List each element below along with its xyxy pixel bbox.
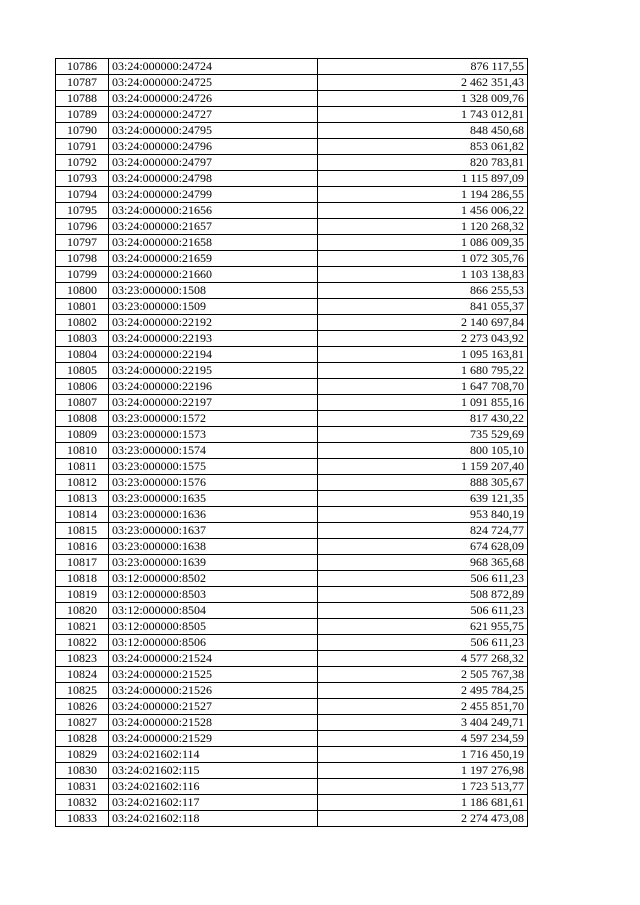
cadastral-number-cell: 03:23:000000:1576 <box>109 475 318 491</box>
row-number-cell: 10793 <box>56 171 109 187</box>
table-row <box>56 187 528 203</box>
cadastral-value-cell: 1 743 012,81 <box>318 107 528 123</box>
table-row <box>56 491 528 507</box>
row-number-cell: 10821 <box>56 619 109 635</box>
cadastral-number-cell: 03:23:000000:1638 <box>109 539 318 555</box>
cadastral-number-cell: 03:23:000000:1637 <box>109 523 318 539</box>
cadastral-number-cell: 03:24:000000:24725 <box>109 75 318 91</box>
row-number-cell: 10801 <box>56 299 109 315</box>
row-number-cell: 10810 <box>56 443 109 459</box>
row-number-cell: 10803 <box>56 331 109 347</box>
cadastral-value-cell: 1 647 708,70 <box>318 379 528 395</box>
table-row <box>56 267 528 283</box>
cadastral-value-cell: 888 305,67 <box>318 475 528 491</box>
cadastral-value-cell: 1 091 855,16 <box>318 395 528 411</box>
cadastral-value-cell: 817 430,22 <box>318 411 528 427</box>
row-number-cell: 10809 <box>56 427 109 443</box>
table-row <box>56 699 528 715</box>
cadastral-value-cell: 953 840,19 <box>318 507 528 523</box>
cadastral-number-cell: 03:24:000000:21660 <box>109 267 318 283</box>
cadastral-value-cell: 1 723 513,77 <box>318 779 528 795</box>
cadastral-number-cell: 03:24:000000:22193 <box>109 331 318 347</box>
table-row <box>56 107 528 123</box>
cadastral-value-cell: 853 061,82 <box>318 139 528 155</box>
cadastral-number-cell: 03:23:000000:1509 <box>109 299 318 315</box>
table-row <box>56 59 528 75</box>
table-row <box>56 443 528 459</box>
row-number-cell: 10814 <box>56 507 109 523</box>
cadastral-value-cell: 508 872,89 <box>318 587 528 603</box>
cadastral-number-cell: 03:24:000000:21658 <box>109 235 318 251</box>
cadastral-value-cell: 2 140 697,84 <box>318 315 528 331</box>
row-number-cell: 10800 <box>56 283 109 299</box>
cadastral-number-cell: 03:24:000000:24796 <box>109 139 318 155</box>
table-row <box>56 395 528 411</box>
cadastral-number-cell: 03:24:000000:24726 <box>109 91 318 107</box>
cadastral-value-cell: 2 505 767,38 <box>318 667 528 683</box>
cadastral-number-cell: 03:24:000000:21657 <box>109 219 318 235</box>
table-row <box>56 411 528 427</box>
cadastral-value-cell: 866 255,53 <box>318 283 528 299</box>
row-number-cell: 10790 <box>56 123 109 139</box>
table-row <box>56 587 528 603</box>
cadastral-value-cell: 1 072 305,76 <box>318 251 528 267</box>
table-row <box>56 507 528 523</box>
cadastral-number-cell: 03:23:000000:1574 <box>109 443 318 459</box>
row-number-cell: 10797 <box>56 235 109 251</box>
table-row <box>56 139 528 155</box>
row-number-cell: 10832 <box>56 795 109 811</box>
cadastral-number-cell: 03:24:021602:118 <box>109 811 318 827</box>
cadastral-value-cell: 848 450,68 <box>318 123 528 139</box>
cadastral-number-cell: 03:12:000000:8504 <box>109 603 318 619</box>
table-body <box>56 59 528 827</box>
cadastral-value-cell: 674 628,09 <box>318 539 528 555</box>
table-row <box>56 235 528 251</box>
table-row <box>56 811 528 827</box>
row-number-cell: 10804 <box>56 347 109 363</box>
row-number-cell: 10833 <box>56 811 109 827</box>
cadastral-value-cell: 1 120 268,32 <box>318 219 528 235</box>
cadastral-value-cell: 506 611,23 <box>318 571 528 587</box>
row-number-cell: 10802 <box>56 315 109 331</box>
table-row <box>56 283 528 299</box>
row-number-cell: 10827 <box>56 715 109 731</box>
cadastral-value-cell: 2 455 851,70 <box>318 699 528 715</box>
table-row <box>56 747 528 763</box>
row-number-cell: 10788 <box>56 91 109 107</box>
cadastral-value-cell: 841 055,37 <box>318 299 528 315</box>
cadastral-value-cell: 800 105,10 <box>318 443 528 459</box>
cadastral-number-cell: 03:24:000000:24797 <box>109 155 318 171</box>
row-number-cell: 10806 <box>56 379 109 395</box>
cadastral-value-cell: 1 159 207,40 <box>318 459 528 475</box>
row-number-cell: 10807 <box>56 395 109 411</box>
row-number-cell: 10813 <box>56 491 109 507</box>
cadastral-value-cell: 621 955,75 <box>318 619 528 635</box>
table-row <box>56 715 528 731</box>
row-number-cell: 10792 <box>56 155 109 171</box>
table-row <box>56 219 528 235</box>
cadastral-number-cell: 03:12:000000:8506 <box>109 635 318 651</box>
cadastral-value-cell: 968 365,68 <box>318 555 528 571</box>
cadastral-number-cell: 03:24:000000:24727 <box>109 107 318 123</box>
table-row <box>56 363 528 379</box>
row-number-cell: 10808 <box>56 411 109 427</box>
table-row <box>56 203 528 219</box>
row-number-cell: 10820 <box>56 603 109 619</box>
row-number-cell: 10805 <box>56 363 109 379</box>
cadastral-number-cell: 03:12:000000:8505 <box>109 619 318 635</box>
cadastral-number-cell: 03:24:000000:22194 <box>109 347 318 363</box>
cadastral-number-cell: 03:23:000000:1636 <box>109 507 318 523</box>
row-number-cell: 10794 <box>56 187 109 203</box>
cadastral-number-cell: 03:24:000000:21659 <box>109 251 318 267</box>
cadastral-number-cell: 03:24:000000:21524 <box>109 651 318 667</box>
table-row <box>56 155 528 171</box>
cadastral-number-cell: 03:24:021602:114 <box>109 747 318 763</box>
cadastral-value-cell: 1 095 163,81 <box>318 347 528 363</box>
row-number-cell: 10815 <box>56 523 109 539</box>
cadastral-value-cell: 824 724,77 <box>318 523 528 539</box>
cadastral-number-cell: 03:23:000000:1572 <box>109 411 318 427</box>
cadastral-value-cell: 876 117,55 <box>318 59 528 75</box>
cadastral-value-cell: 1 086 009,35 <box>318 235 528 251</box>
table-row <box>56 251 528 267</box>
cadastral-number-cell: 03:24:000000:24799 <box>109 187 318 203</box>
table-row <box>56 651 528 667</box>
cadastral-value-cell: 1 680 795,22 <box>318 363 528 379</box>
table-row <box>56 795 528 811</box>
cadastral-number-cell: 03:12:000000:8502 <box>109 571 318 587</box>
table-row <box>56 619 528 635</box>
cadastral-value-cell: 2 273 043,92 <box>318 331 528 347</box>
cadastral-number-cell: 03:24:000000:24798 <box>109 171 318 187</box>
cadastral-value-cell: 735 529,69 <box>318 427 528 443</box>
table-row <box>56 731 528 747</box>
cadastral-number-cell: 03:23:000000:1508 <box>109 283 318 299</box>
table-row <box>56 379 528 395</box>
cadastral-number-cell: 03:24:000000:21525 <box>109 667 318 683</box>
cadastral-value-cell: 506 611,23 <box>318 635 528 651</box>
cadastral-number-cell: 03:24:000000:22196 <box>109 379 318 395</box>
cadastral-number-cell: 03:24:000000:21529 <box>109 731 318 747</box>
table-row <box>56 555 528 571</box>
row-number-cell: 10825 <box>56 683 109 699</box>
cadastral-number-cell: 03:24:000000:22195 <box>109 363 318 379</box>
cadastral-value-cell: 1 103 138,83 <box>318 267 528 283</box>
table-row <box>56 763 528 779</box>
table-row <box>56 171 528 187</box>
cadastral-number-cell: 03:23:000000:1635 <box>109 491 318 507</box>
table-row <box>56 603 528 619</box>
cadastral-value-cell: 1 328 009,76 <box>318 91 528 107</box>
table-row <box>56 315 528 331</box>
table-row <box>56 123 528 139</box>
cadastral-value-cell: 1 194 286,55 <box>318 187 528 203</box>
cadastral-number-cell: 03:24:000000:22197 <box>109 395 318 411</box>
cadastral-number-cell: 03:24:021602:117 <box>109 795 318 811</box>
table-row <box>56 667 528 683</box>
table-row <box>56 75 528 91</box>
cadastral-number-cell: 03:24:000000:22192 <box>109 315 318 331</box>
cadastral-number-cell: 03:23:000000:1575 <box>109 459 318 475</box>
cadastral-value-cell: 506 611,23 <box>318 603 528 619</box>
table-row <box>56 683 528 699</box>
row-number-cell: 10818 <box>56 571 109 587</box>
table-row <box>56 635 528 651</box>
cadastral-number-cell: 03:23:000000:1639 <box>109 555 318 571</box>
row-number-cell: 10822 <box>56 635 109 651</box>
table-row <box>56 91 528 107</box>
cadastral-number-cell: 03:24:000000:24795 <box>109 123 318 139</box>
table-row <box>56 331 528 347</box>
table-row <box>56 459 528 475</box>
table-row <box>56 779 528 795</box>
table-row <box>56 299 528 315</box>
cadastral-value-cell: 3 404 249,71 <box>318 715 528 731</box>
table-row <box>56 571 528 587</box>
row-number-cell: 10830 <box>56 763 109 779</box>
cadastral-value-cell: 1 197 276,98 <box>318 763 528 779</box>
cadastral-number-cell: 03:12:000000:8503 <box>109 587 318 603</box>
cadastral-value-table <box>55 58 528 827</box>
row-number-cell: 10824 <box>56 667 109 683</box>
cadastral-number-cell: 03:24:021602:116 <box>109 779 318 795</box>
table-row <box>56 475 528 491</box>
row-number-cell: 10786 <box>56 59 109 75</box>
row-number-cell: 10823 <box>56 651 109 667</box>
cadastral-number-cell: 03:24:000000:24724 <box>109 59 318 75</box>
cadastral-value-cell: 1 115 897,09 <box>318 171 528 187</box>
row-number-cell: 10819 <box>56 587 109 603</box>
table-row <box>56 427 528 443</box>
cadastral-value-cell: 2 495 784,25 <box>318 683 528 699</box>
table-row <box>56 523 528 539</box>
row-number-cell: 10816 <box>56 539 109 555</box>
cadastral-number-cell: 03:24:021602:115 <box>109 763 318 779</box>
row-number-cell: 10817 <box>56 555 109 571</box>
cadastral-number-cell: 03:24:000000:21526 <box>109 683 318 699</box>
cadastral-value-cell: 820 783,81 <box>318 155 528 171</box>
row-number-cell: 10796 <box>56 219 109 235</box>
table-row <box>56 539 528 555</box>
row-number-cell: 10826 <box>56 699 109 715</box>
cadastral-number-cell: 03:23:000000:1573 <box>109 427 318 443</box>
row-number-cell: 10831 <box>56 779 109 795</box>
cadastral-value-cell: 639 121,35 <box>318 491 528 507</box>
row-number-cell: 10787 <box>56 75 109 91</box>
cadastral-number-cell: 03:24:000000:21528 <box>109 715 318 731</box>
row-number-cell: 10791 <box>56 139 109 155</box>
row-number-cell: 10829 <box>56 747 109 763</box>
cadastral-number-cell: 03:24:000000:21527 <box>109 699 318 715</box>
cadastral-value-cell: 1 186 681,61 <box>318 795 528 811</box>
row-number-cell: 10828 <box>56 731 109 747</box>
row-number-cell: 10789 <box>56 107 109 123</box>
table-row <box>56 347 528 363</box>
cadastral-value-cell: 1 716 450,19 <box>318 747 528 763</box>
cadastral-value-cell: 2 274 473,08 <box>318 811 528 827</box>
row-number-cell: 10795 <box>56 203 109 219</box>
row-number-cell: 10811 <box>56 459 109 475</box>
row-number-cell: 10799 <box>56 267 109 283</box>
cadastral-value-cell: 4 577 268,32 <box>318 651 528 667</box>
cadastral-number-cell: 03:24:000000:21656 <box>109 203 318 219</box>
row-number-cell: 10798 <box>56 251 109 267</box>
cadastral-value-cell: 2 462 351,43 <box>318 75 528 91</box>
cadastral-value-cell: 4 597 234,59 <box>318 731 528 747</box>
row-number-cell: 10812 <box>56 475 109 491</box>
cadastral-value-cell: 1 456 006,22 <box>318 203 528 219</box>
